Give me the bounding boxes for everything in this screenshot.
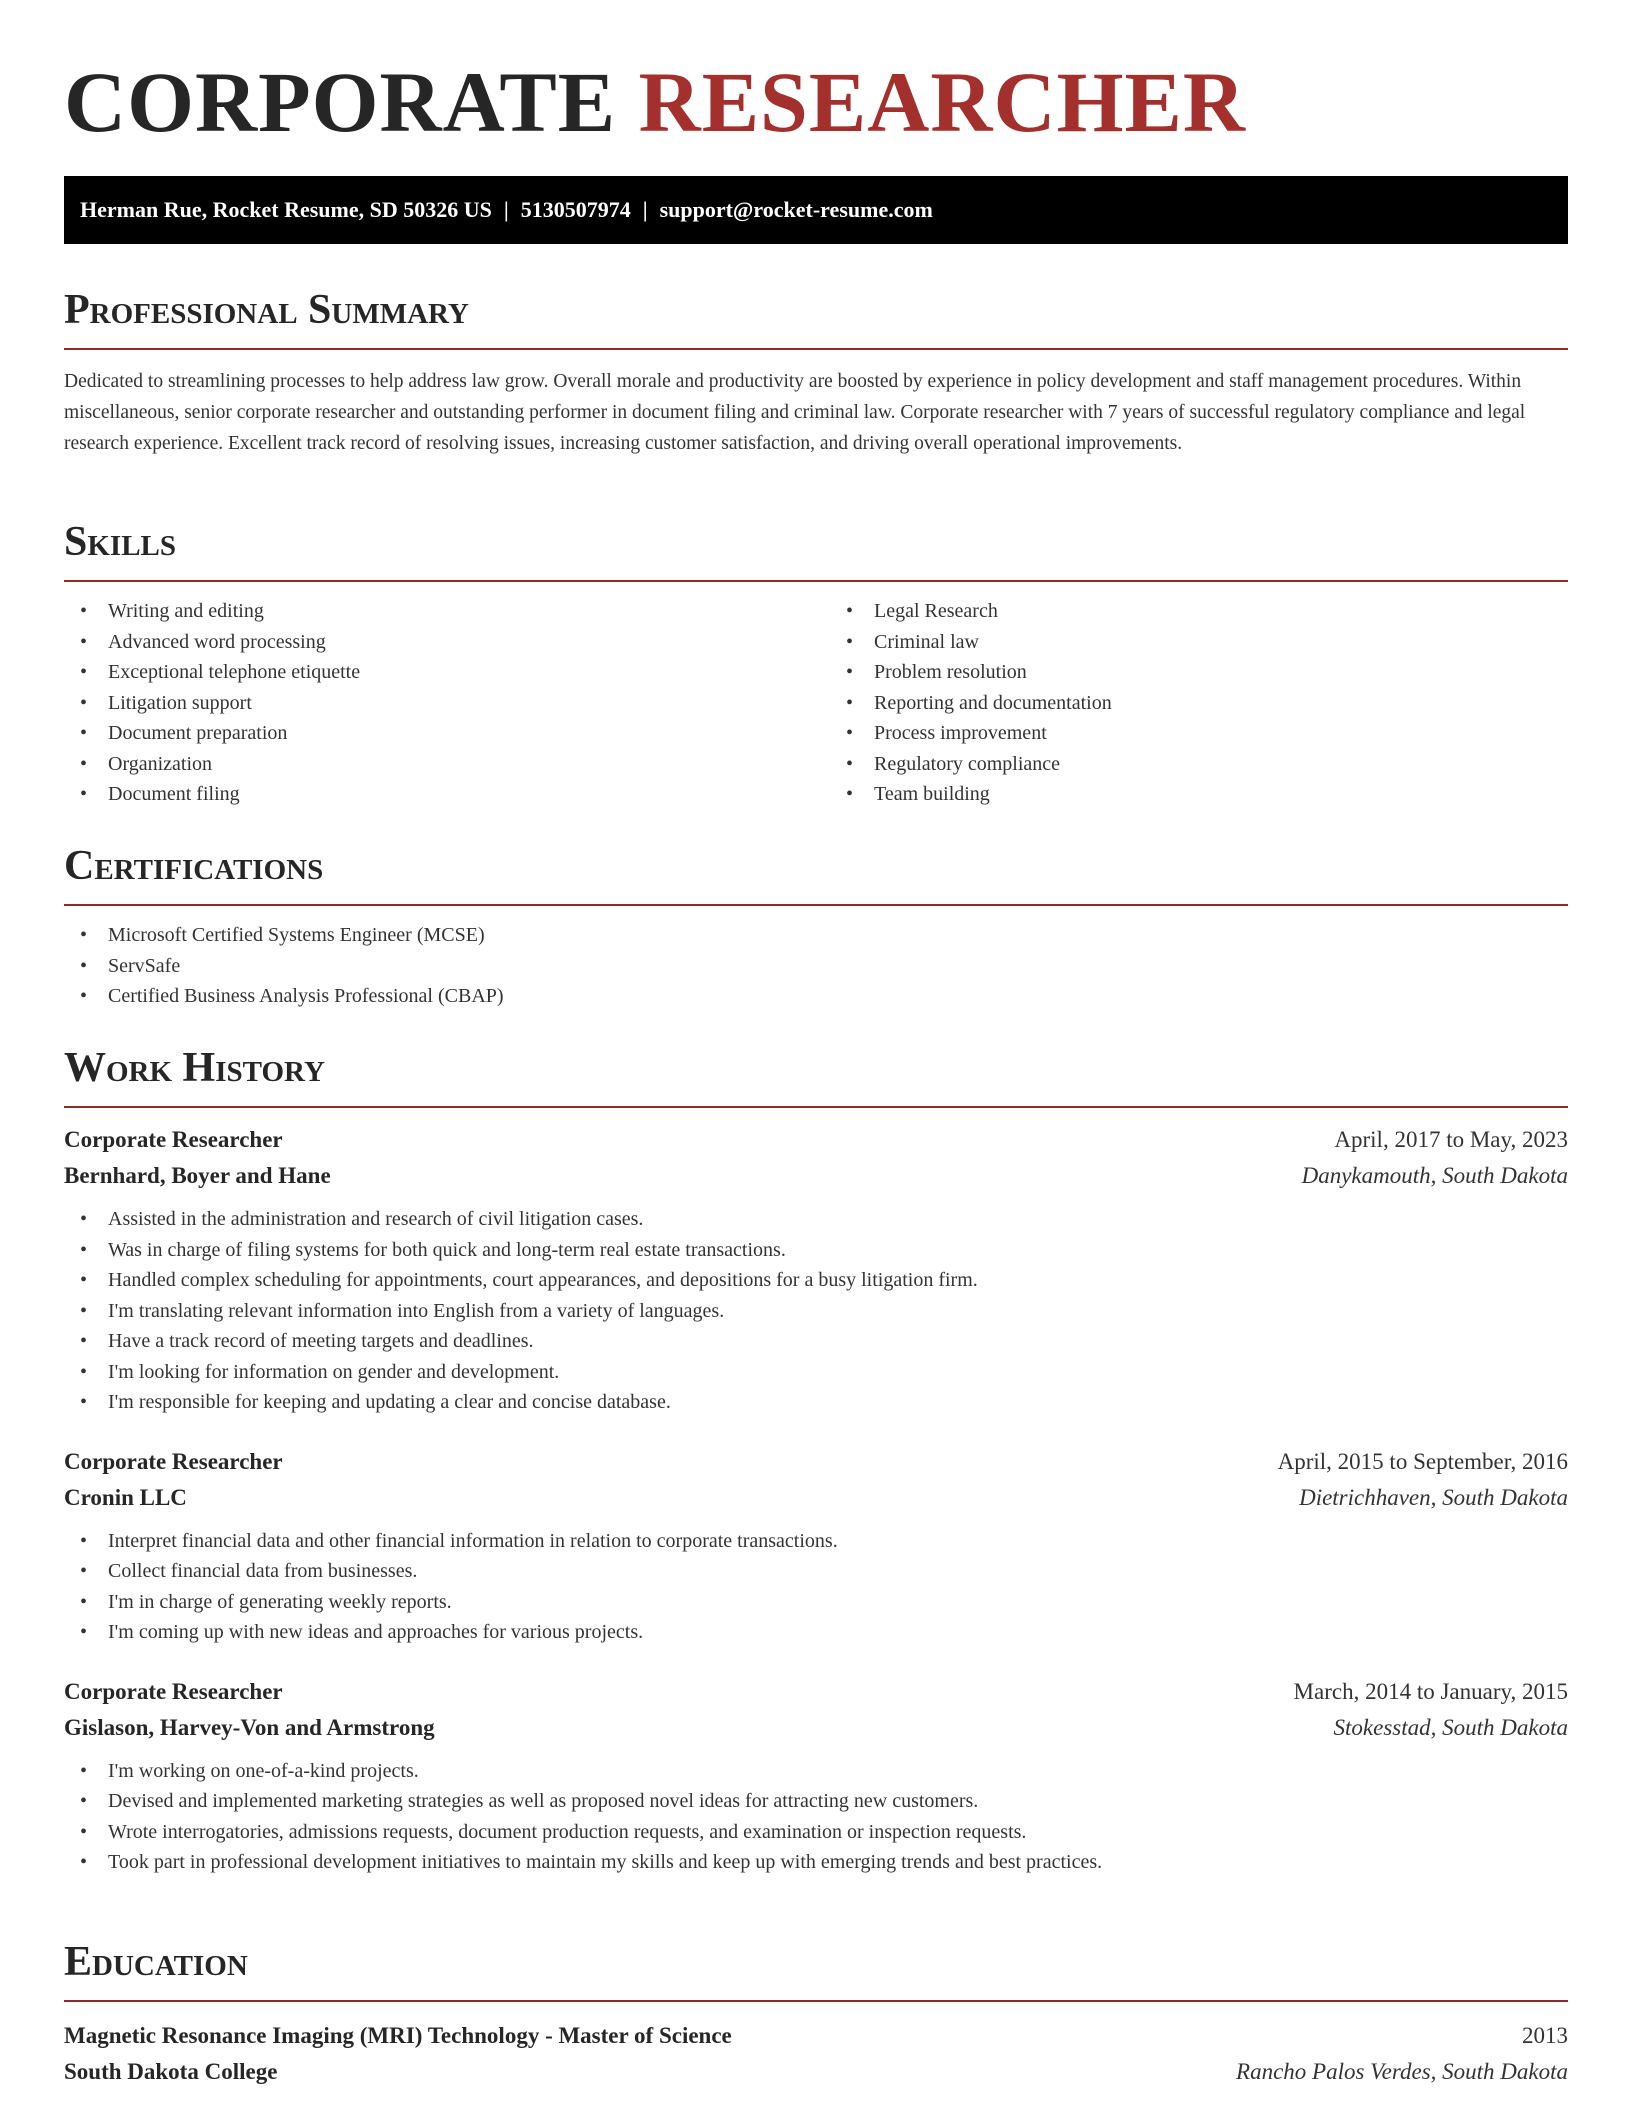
job-company: Cronin LLC bbox=[64, 1484, 187, 1510]
education-header-row bbox=[64, 2018, 1568, 2054]
section-divider bbox=[64, 1106, 1568, 1108]
job-duty: • I'm responsible for keeping and updating a clear and concise database. bbox=[64, 1387, 1568, 1418]
job-header-row bbox=[64, 1674, 1568, 1710]
job-location: Dietrichhaven, South Dakota bbox=[1299, 1484, 1568, 1510]
job-duty: • Devised and implemented marketing strategies as well as proposed novel ideas for attracting new customers. bbox=[64, 1786, 1568, 1817]
job-duty: • Assisted in the administration and research of civil litigation cases. bbox=[64, 1204, 1568, 1235]
job-company: Bernhard, Boyer and Hane bbox=[64, 1163, 331, 1188]
skill-item: • Team building bbox=[844, 779, 1568, 810]
skill-item: • Legal Research bbox=[844, 596, 1568, 627]
certifications-list bbox=[64, 920, 1568, 1012]
job-dates: March, 2014 to January, 2015 bbox=[1293, 1678, 1568, 1704]
work-history-heading: Work History bbox=[64, 1045, 325, 1091]
skill-item: • Process improvement bbox=[844, 718, 1568, 749]
education-location: Rancho Palos Verdes, South Dakota bbox=[1236, 2059, 1568, 2084]
title-part-1: CORPORATE bbox=[64, 54, 617, 150]
job-header-row bbox=[64, 1444, 1568, 1480]
contact-separator: | bbox=[642, 197, 648, 222]
summary-section bbox=[64, 286, 1568, 459]
skill-item: • Reporting and documentation bbox=[844, 688, 1568, 719]
skills-columns bbox=[64, 582, 1568, 810]
job-title: Corporate Researcher bbox=[64, 1678, 283, 1704]
job-company: Gislason, Harvey-Von and Armstrong bbox=[64, 1714, 435, 1740]
job-duty: • Handled complex scheduling for appointments, court appearances, and depositions for a busy litigation firm. bbox=[64, 1265, 1568, 1296]
education-entry bbox=[64, 2018, 1568, 2090]
education-heading: Education bbox=[64, 1939, 248, 1985]
certification-item: • ServSafe bbox=[64, 951, 1568, 982]
skill-item: • Exceptional telephone etiquette bbox=[64, 657, 816, 688]
contact-bar bbox=[64, 176, 1568, 244]
job-company-row bbox=[64, 1480, 1568, 1516]
skill-item: • Problem resolution bbox=[844, 657, 1568, 688]
title-part-2: RESEARCHER bbox=[638, 54, 1246, 150]
skills-list-left bbox=[64, 596, 816, 810]
job-duties bbox=[64, 1756, 1568, 1878]
certifications-section bbox=[64, 842, 1568, 1012]
education-year: 2013 bbox=[1522, 2023, 1568, 2048]
education-school-row bbox=[64, 2054, 1568, 2090]
job-company-row bbox=[64, 1158, 1568, 1194]
job-duty: • Was in charge of filing systems for both quick and long-term real estate transactions. bbox=[64, 1235, 1568, 1266]
job-duty: • Collect financial data from businesses. bbox=[64, 1556, 1568, 1587]
job-duties bbox=[64, 1526, 1568, 1648]
job-title: Corporate Researcher bbox=[64, 1448, 283, 1474]
job-duty: • Have a track record of meeting targets and deadlines. bbox=[64, 1326, 1568, 1357]
job-location: Stokesstad, South Dakota bbox=[1333, 1714, 1568, 1740]
contact-phone[interactable]: 5130507974 bbox=[520, 197, 631, 222]
job-duty: • I'm looking for information on gender and development. bbox=[64, 1357, 1568, 1388]
resume-title bbox=[64, 0, 1568, 150]
education-degree: Magnetic Resonance Imaging (MRI) Technology - Master of Science bbox=[64, 2023, 732, 2048]
skills-list-right bbox=[816, 596, 1568, 810]
job-duties bbox=[64, 1204, 1568, 1418]
job-duty: • Wrote interrogatories, admissions requests, document production requests, and examination or inspection requests. bbox=[64, 1817, 1568, 1848]
job-duty: • I'm working on one-of-a-kind projects. bbox=[64, 1756, 1568, 1787]
section-divider bbox=[64, 904, 1568, 906]
section-divider bbox=[64, 348, 1568, 350]
skill-item: • Criminal law bbox=[844, 627, 1568, 658]
summary-heading: Professional Summary bbox=[64, 287, 469, 333]
skill-item: • Regulatory compliance bbox=[844, 749, 1568, 780]
job-dates: April, 2015 to September, 2016 bbox=[1277, 1448, 1568, 1474]
section-divider bbox=[64, 2000, 1568, 2002]
skill-item: • Advanced word processing bbox=[64, 627, 816, 658]
certification-item: • Microsoft Certified Systems Engineer (MCSE) bbox=[64, 920, 1568, 951]
skill-item: • Litigation support bbox=[64, 688, 816, 719]
education-section bbox=[64, 1938, 1568, 2090]
contact-email[interactable]: support@rocket-resume.com bbox=[659, 197, 933, 222]
job-location: Danykamouth, South Dakota bbox=[1301, 1163, 1568, 1188]
education-school: South Dakota College bbox=[64, 2059, 278, 2084]
certification-item: • Certified Business Analysis Professional (CBAP) bbox=[64, 981, 1568, 1012]
work-history-section bbox=[64, 1044, 1568, 1878]
job-duty: • Took part in professional development initiatives to maintain my skills and keep up with emerging trends and best practices. bbox=[64, 1847, 1568, 1878]
job-duty: • Interpret financial data and other financial information in relation to corporate transactions. bbox=[64, 1526, 1568, 1557]
job-company-row bbox=[64, 1710, 1568, 1746]
contact-separator: | bbox=[503, 197, 509, 222]
job-entry bbox=[64, 1122, 1568, 1418]
skill-item: • Organization bbox=[64, 749, 816, 780]
skill-item: • Document filing bbox=[64, 779, 816, 810]
contact-address: Herman Rue, Rocket Resume, SD 50326 US bbox=[80, 197, 492, 222]
job-entry bbox=[64, 1444, 1568, 1648]
skill-item: • Writing and editing bbox=[64, 596, 816, 627]
job-duty: • I'm translating relevant information into English from a variety of languages. bbox=[64, 1296, 1568, 1327]
job-title: Corporate Researcher bbox=[64, 1127, 283, 1152]
summary-text: Dedicated to streamlining processes to help address law grow. Overall morale and productivity are boosted by experience in policy development and staff management procedures. Within miscellaneous, senior corporate researcher and outstanding performer in document filing and criminal law. Corporate researcher with 7 years of successful regulatory compliance and legal research experience. Excellent track record of resolving issues, increasing customer satisfaction, and driving overall operational improvements. bbox=[64, 371, 1526, 454]
job-duty: • I'm coming up with new ideas and approaches for various projects. bbox=[64, 1617, 1568, 1648]
skills-section bbox=[64, 518, 1568, 810]
job-entry bbox=[64, 1674, 1568, 1878]
skill-item: • Document preparation bbox=[64, 718, 816, 749]
job-dates: April, 2017 to May, 2023 bbox=[1334, 1127, 1568, 1152]
skills-heading: Skills bbox=[64, 519, 177, 565]
certifications-heading: Certifications bbox=[64, 843, 324, 889]
job-header-row bbox=[64, 1122, 1568, 1158]
job-duty: • I'm in charge of generating weekly reports. bbox=[64, 1587, 1568, 1618]
